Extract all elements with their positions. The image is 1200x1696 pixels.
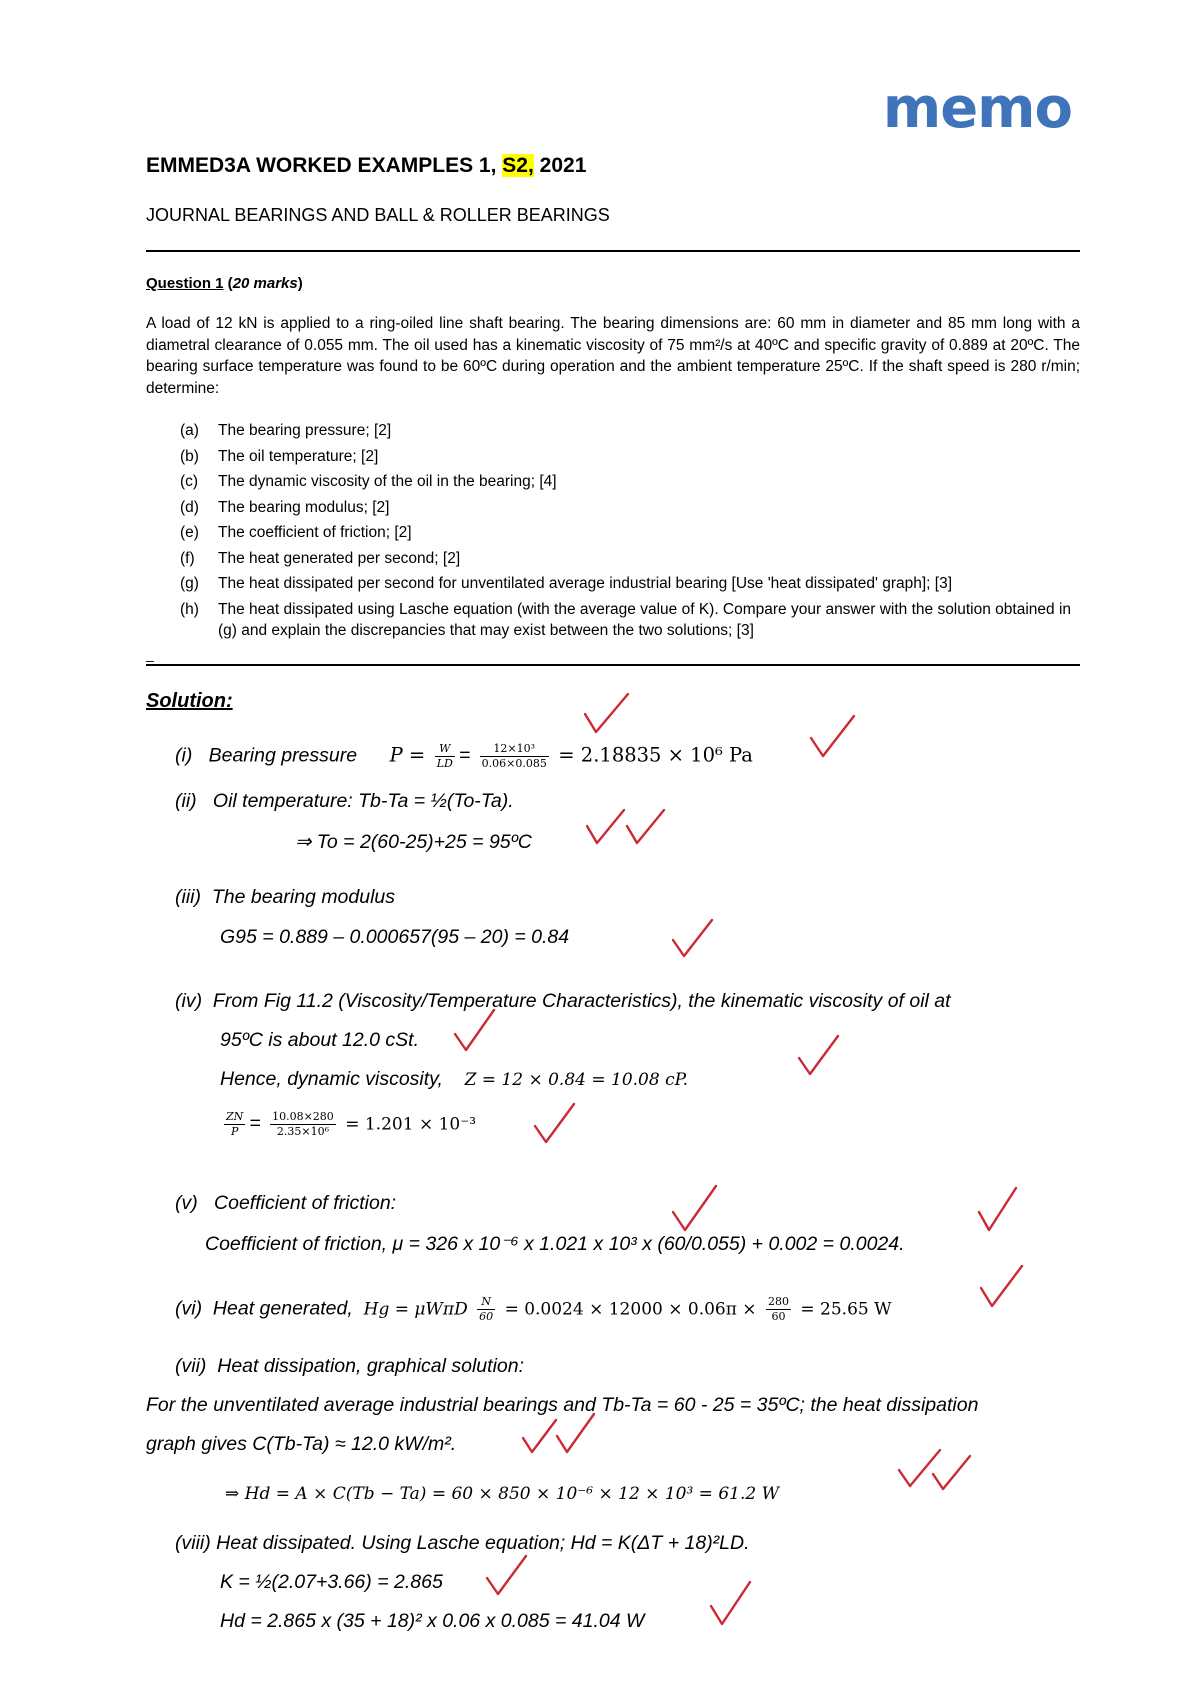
solution-iii: (iii) The bearing modulus (175, 886, 396, 908)
part-d: (d) The bearing modulus; [2] (180, 498, 390, 516)
memo-logo: memo (882, 76, 1072, 141)
solution-vii-line2: graph gives C(Tb-Ta) ≈ 12.0 kW/m². (146, 1433, 457, 1455)
checkmark-icon (452, 1006, 498, 1054)
checkmark-icon (930, 1452, 974, 1492)
solution-viii-hd: Hd = 2.865 x (35 + 18)² x 0.06 x 0.085 = 41.04 W (220, 1610, 645, 1632)
part-b: (b) The oil temperature; [2] (180, 447, 379, 465)
checkmark-icon (670, 916, 716, 960)
question-text: A load of 12 kN is applied to a ring-oiled line shaft bearing. The bearing dimensions are: 60 mm in diameter and 85 mm long with a diametral clearance of 0.055 mm. The oil used has a kinematic viscosity of 75 mm²/s at 40ºC and specific gravity of 0.889 at 20ºC. The bearing surface temperature was found to be 60ºC during operation and the ambient temperature 25ºC. If the shaft speed is 280 r/min; determine: (146, 315, 1080, 397)
solution-heading: Solution: (146, 690, 233, 712)
checkmark-icon (670, 1182, 720, 1234)
divider-top (146, 250, 1080, 252)
solution-ii-step: ⇒ To = 2(60-25)+25 = 95ºC (295, 831, 532, 853)
title-part2: 2021 (539, 154, 587, 177)
checkmark-icon (584, 806, 628, 846)
solution-iv-line2: 95ºC is about 12.0 cSt. (220, 1029, 419, 1051)
solution-viii-k: K = ½(2.07+3.66) = 2.865 (220, 1571, 443, 1593)
solution-vii-line1: For the unventilated average industrial bearings and Tb-Ta = 60 - 25 = 35ºC; the heat dissipation (146, 1394, 979, 1416)
part-h: (h) The heat dissipated using Lasche equation (with the average value of K). Compare your answer with the solution obtained in (g) and explain the discrepancies that may exist between the two solutions; [3] (180, 600, 1072, 639)
part-e: (e) The coefficient of friction; [2] (180, 524, 412, 541)
solution-vii-step: ⇒ Hd = A × C(Tb − Ta) = 60 × 850 × 10⁻⁶ × 12 × 10³ = 61.2 W (225, 1484, 780, 1504)
checkmark-icon (708, 1578, 754, 1628)
checkmark-icon (808, 712, 858, 760)
question-marks: 20 marks (232, 275, 298, 292)
part-g: (g) The heat dissipated per second for unventilated average industrial bearing [Use 'heat dissipated' graph]; [3] (180, 575, 953, 592)
checkmark-icon (532, 1100, 578, 1146)
dash-mark: _ (146, 646, 154, 662)
solution-iv-zn: $\frac{ZN}{P}$ = $\frac{10.08\times 280}{\text{2.35×10⁶}}$ = 1.201 × 10⁻³ (226, 1110, 477, 1138)
checkmark-icon (978, 1262, 1026, 1310)
document-subtitle: JOURNAL BEARINGS AND BALL & ROLLER BEARINGS (146, 205, 610, 225)
checkmark-icon (484, 1552, 530, 1598)
solution-vii: (vii) Heat dissipation, graphical solution: (175, 1355, 525, 1377)
checkmark-icon (624, 806, 668, 846)
solution-vi: (vi) Heat generated, Hg = μWπD $\frac{N}{60}$ = 0.0024 × 12000 × 0.06π × $\frac{280}{60}$ = 25.65 W (175, 1295, 892, 1323)
solution-i: (i) Bearing pressure P = $\frac{W}{LD}$ = $\frac{\text{12×10³}}{0.06\times 0.085}$ = 2.18835 × 10⁶ Pa (175, 742, 753, 770)
divider-bottom (146, 664, 1080, 666)
solution-iv: (iv) From Fig 11.2 (Viscosity/Temperature Characteristics), the kinematic viscosity of oil at (175, 990, 951, 1012)
checkmark-icon (976, 1184, 1020, 1234)
part-c: (c) The dynamic viscosity of the oil in the bearing; [4] (180, 473, 557, 490)
title-part1: EMMED3A WORKED EXAMPLES 1, (146, 154, 497, 177)
question-parts-list (180, 418, 1080, 642)
solution-iii-step: G95 = 0.889 – 0.000657(95 – 20) = 0.84 (220, 926, 570, 948)
solution-viii: (viii) Heat dissipated. Using Lasche equation; Hd = K(ΔT + 18)²LD. (175, 1532, 750, 1554)
question-heading: Question 1 (20 marks) (146, 275, 303, 292)
solution-ii: (ii) Oil temperature: Tb-Ta = ½(To-Ta). (175, 790, 514, 812)
part-a: (a) The bearing pressure; [2] (180, 422, 392, 439)
checkmark-icon (796, 1032, 842, 1078)
checkmark-icon (554, 1410, 598, 1456)
part-f: (f) The heat generated per second; [2] (180, 549, 461, 567)
question-number: Question 1 (146, 275, 224, 292)
title-highlight: S2, (502, 154, 534, 177)
checkmark-icon (582, 690, 632, 736)
solution-iv-line3: Hence, dynamic viscosity, Z = 12 × 0.84 = 10.08 cP. (220, 1068, 689, 1090)
solution-v-step: Coefficient of friction, μ = 326 x 10⁻⁶ x 1.021 x 10³ x (60/0.055) + 0.002 = 0.0024. (205, 1233, 905, 1255)
solution-v: (v) Coefficient of friction: (175, 1192, 397, 1214)
document-title (146, 154, 586, 178)
